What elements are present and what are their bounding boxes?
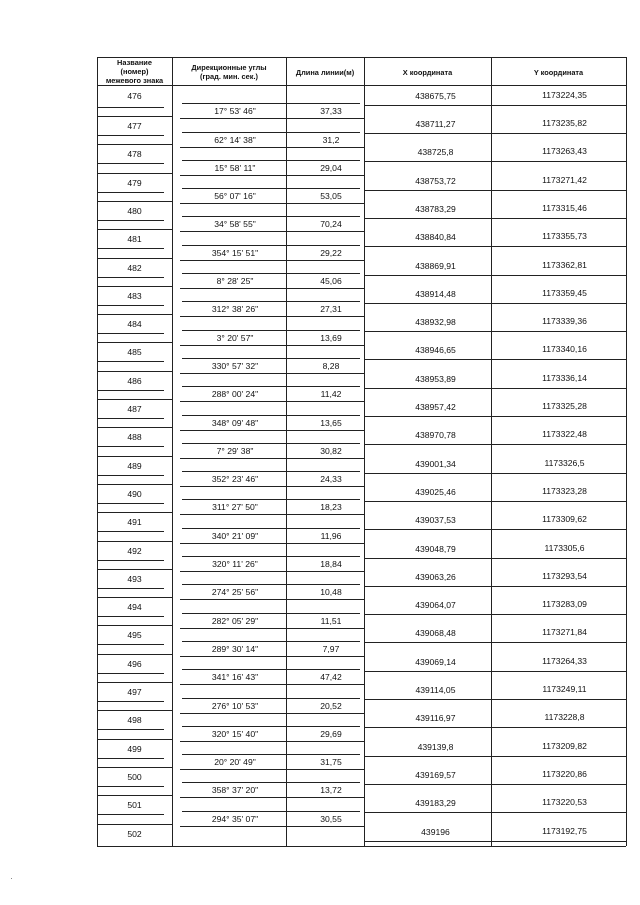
coord-rule [364,190,626,191]
column-rule [626,57,627,846]
coord-rule [364,756,626,757]
point-name: 484 [127,319,142,329]
coord-rule [364,303,626,304]
x-coordinate: 438840,84 [415,232,456,242]
table-top-rule [97,57,626,58]
segment-rule [182,273,360,274]
name-rule [97,371,172,372]
coord-rule [364,359,626,360]
table-bottom-rule [97,846,626,847]
bearing: 320° 15' 40" [211,729,259,739]
segment-rule [180,741,364,742]
coord-rule [364,501,626,502]
bearing: 7° 29' 38" [216,446,254,456]
header-length: Длина линии(м) [295,68,355,77]
header-bearing-line1: Дирекционные углы [191,63,267,72]
line-length: 30,55 [320,814,342,824]
name-rule [97,418,164,419]
name-rule [97,286,172,287]
coord-rule [364,416,626,417]
segment-rule [180,231,364,232]
name-rule [97,729,164,730]
segment-rule [180,713,364,714]
name-rule [97,588,164,589]
bearing: 352° 23' 46" [211,474,259,484]
x-coordinate: 438914,48 [415,289,456,299]
segment-rule [180,175,364,176]
name-rule [97,512,172,513]
segment-rule [180,401,364,402]
point-name: 487 [127,404,142,414]
coord-rule [364,671,626,672]
y-coordinate: 1173293,54 [542,571,587,581]
coord-rule [364,727,626,728]
name-rule [97,795,172,796]
name-rule [97,531,164,532]
y-coordinate: 1173305,6 [544,543,585,553]
x-coordinate: 439001,34 [415,459,456,469]
coord-rule [364,161,626,162]
segment-rule [180,486,364,487]
bearing: 311° 27' 50" [212,502,258,512]
bearing: 274° 25' 56" [211,587,259,597]
segment-rule [182,443,360,444]
name-rule [97,201,172,202]
line-length: 13,72 [320,785,342,795]
y-coordinate: 1173192,75 [542,826,587,836]
point-name: 497 [127,687,142,697]
coord-rule [364,784,626,785]
y-coordinate: 1173271,42 [542,175,587,185]
header-x-coordinate: X координата [402,68,453,77]
y-coordinate: 1173326,5 [544,458,585,468]
coord-rule [364,558,626,559]
coord-rule [364,586,626,587]
y-coordinate: 1173340,16 [542,344,587,354]
x-coordinate: 439068,48 [415,628,456,638]
coord-rule [364,246,626,247]
x-coordinate: 439064,07 [415,600,456,610]
line-length: 13,65 [320,418,342,428]
coord-rule [364,642,626,643]
segment-rule [180,571,364,572]
x-coordinate: 438946,65 [415,345,456,355]
name-rule [97,625,172,626]
y-coordinate: 1173362,81 [542,260,587,270]
segment-rule [182,188,360,189]
coord-rule [364,841,626,842]
segment-rule [182,499,360,500]
line-length: 30,82 [320,446,342,456]
x-coordinate: 439037,53 [415,515,456,525]
segment-rule [182,726,360,727]
line-length: 24,33 [320,474,342,484]
name-rule [97,758,164,759]
bearing: 3° 20' 57" [216,333,254,343]
line-length: 27,31 [320,304,342,314]
y-coordinate: 1173249,11 [542,684,587,694]
segment-rule [182,698,360,699]
header-point-name-line1: Название [117,58,152,67]
coord-rule [364,529,626,530]
name-rule [97,399,172,400]
y-coordinate: 1173220,86 [542,769,587,779]
name-rule [97,107,164,108]
segment-rule [180,599,364,600]
segment-rule [180,628,364,629]
name-rule [97,824,172,825]
name-rule [97,361,164,362]
name-rule [97,248,164,249]
bearing: 312° 38' 26" [211,304,259,314]
bearing: 289° 30' 14" [211,644,259,654]
name-rule [97,475,164,476]
name-rule [97,616,164,617]
segment-rule [180,684,364,685]
header-point-name [97,58,172,85]
point-name: 477 [127,121,142,131]
coord-rule [364,614,626,615]
line-length: 11,42 [320,389,342,399]
segment-rule [182,556,360,557]
line-length: 53,05 [320,191,342,201]
name-rule [97,144,172,145]
segment-rule [180,826,364,827]
segment-rule [180,656,364,657]
line-length: 18,84 [320,559,342,569]
segment-rule [180,543,364,544]
y-coordinate: 1173209,82 [542,741,587,751]
name-rule [97,673,164,674]
name-rule [97,163,164,164]
segment-rule [182,103,360,104]
header-point-name-line3: межевого знака [105,76,164,85]
y-coordinate: 1173309,62 [542,514,587,524]
name-rule [97,314,172,315]
x-coordinate: 439183,29 [415,798,456,808]
point-name: 491 [127,517,142,527]
y-coordinate: 1173224,35 [542,90,587,100]
name-rule [97,173,172,174]
point-name: 502 [127,829,142,839]
x-coordinate: 438783,29 [415,204,456,214]
name-rule [97,786,164,787]
name-rule [97,767,172,768]
coord-rule [364,218,626,219]
header-y-coordinate: Y координата [533,68,584,77]
name-rule [97,229,172,230]
name-rule [97,277,164,278]
bearing: 340° 21' 09" [211,531,259,541]
bearing: 15° 58' 11" [214,163,256,173]
point-name: 488 [127,432,142,442]
header-bearing-line2: (град. мин. сек.) [200,72,258,81]
segment-rule [182,528,360,529]
line-length: 7,97 [322,644,340,654]
y-coordinate: 1173220,53 [542,797,587,807]
point-name: 481 [127,234,142,244]
segment-rule [180,118,364,119]
bearing: 282° 05' 29" [211,616,259,626]
name-rule [97,258,172,259]
x-coordinate: 439069,14 [415,657,456,667]
coord-rule [364,105,626,106]
bearing: 294° 35' 07" [211,814,259,824]
name-rule [97,390,164,391]
segment-rule [180,147,364,148]
segment-rule [182,584,360,585]
name-rule [97,503,164,504]
point-name: 479 [127,178,142,188]
x-coordinate: 439048,79 [415,544,456,554]
point-name: 495 [127,630,142,640]
name-rule [97,710,172,711]
y-coordinate: 1173228,8 [544,712,585,722]
line-length: 11,96 [320,531,342,541]
name-rule [97,446,164,447]
point-name: 496 [127,659,142,669]
point-name: 492 [127,546,142,556]
line-length: 37,33 [320,106,342,116]
name-rule [97,192,164,193]
line-length: 8,28 [322,361,340,371]
y-coordinate: 1173339,36 [542,316,587,326]
bearing: 330° 57' 32" [211,361,259,371]
line-length: 45,06 [320,276,342,286]
x-coordinate: 439114,05 [415,685,456,695]
segment-rule [182,641,360,642]
name-rule [97,220,164,221]
line-length: 29,69 [320,729,342,739]
segment-rule [182,330,360,331]
line-length: 10,48 [320,587,342,597]
x-coordinate: 438675,75 [415,91,456,101]
header-rule [97,85,626,86]
bearing: 34° 58' 55" [214,219,256,229]
y-coordinate: 1173355,73 [542,231,587,241]
x-coordinate: 438932,98 [415,317,456,327]
bearing: 8° 28' 25" [216,276,254,286]
x-coordinate: 439139,8 [417,742,454,752]
coord-rule [364,331,626,332]
header-bearing [172,63,286,81]
segment-rule [182,811,360,812]
name-rule [97,135,164,136]
x-coordinate: 438753,72 [415,176,456,186]
y-coordinate: 1173235,82 [542,118,587,128]
segment-rule [182,301,360,302]
line-length: 11,51 [320,616,342,626]
name-rule [97,597,172,598]
header-point-name-line2: (номер) [120,67,149,76]
x-coordinate: 439025,46 [415,487,456,497]
y-coordinate: 1173264,33 [542,656,587,666]
point-name: 482 [127,263,142,273]
x-coordinate: 438957,42 [415,402,456,412]
segment-rule [182,471,360,472]
name-rule [97,305,164,306]
segment-rule [180,373,364,374]
point-name: 480 [127,206,142,216]
coord-rule [364,812,626,813]
point-name: 501 [127,800,142,810]
name-rule [97,569,172,570]
column-rule [172,57,173,846]
segment-rule [182,358,360,359]
bearing: 17° 53' 46" [214,106,256,116]
segment-rule [180,345,364,346]
column-rule [97,57,98,846]
point-name: 494 [127,602,142,612]
x-coordinate: 438970,78 [415,430,456,440]
coord-rule [364,699,626,700]
coord-rule [364,473,626,474]
name-rule [97,333,164,334]
segment-rule [182,245,360,246]
bearing: 358° 37' 20" [211,785,259,795]
y-coordinate: 1173336,14 [542,373,587,383]
y-coordinate: 1173322,48 [542,429,587,439]
point-name: 483 [127,291,142,301]
x-coordinate: 439169,57 [415,770,456,780]
x-coordinate: 438711,27 [415,119,456,129]
segment-rule [182,782,360,783]
line-length: 29,04 [320,163,342,173]
segment-rule [180,769,364,770]
x-coordinate: 438725,8 [417,147,454,157]
point-name: 490 [127,489,142,499]
y-coordinate: 1173315,46 [542,203,587,213]
bearing: 320° 11' 26" [212,559,258,569]
line-length: 47,42 [320,672,342,682]
segment-rule [180,797,364,798]
name-rule [97,342,172,343]
line-length: 20,52 [320,701,342,711]
x-coordinate: 439196 [421,827,450,837]
point-name: 499 [127,744,142,754]
y-coordinate: 1173271,84 [542,627,587,637]
y-coordinate: 1173263,43 [542,146,587,156]
bearing: 354° 15' 51" [211,248,259,258]
name-rule [97,484,172,485]
bearing: 341° 16' 43" [211,672,259,682]
scan-speck [11,878,12,879]
segment-rule [182,754,360,755]
segment-rule [180,288,364,289]
name-rule [97,560,164,561]
bearing: 288° 00' 24" [211,389,259,399]
line-length: 70,24 [320,219,342,229]
coord-rule [364,275,626,276]
segment-rule [182,669,360,670]
name-rule [97,739,172,740]
segment-rule [182,613,360,614]
segment-rule [180,430,364,431]
name-rule [97,682,172,683]
line-length: 31,2 [322,135,340,145]
point-name: 478 [127,149,142,159]
segment-rule [180,514,364,515]
name-rule [97,116,172,117]
coord-rule [364,133,626,134]
name-rule [97,456,172,457]
segment-rule [182,415,360,416]
x-coordinate: 439063,26 [415,572,456,582]
coord-rule [364,388,626,389]
line-length: 29,22 [320,248,342,258]
x-coordinate: 438953,89 [415,374,456,384]
segment-rule [182,160,360,161]
name-rule [97,654,172,655]
name-rule [97,644,164,645]
point-name: 486 [127,376,142,386]
segment-rule [180,458,364,459]
y-coordinate: 1173359,45 [542,288,587,298]
point-name: 493 [127,574,142,584]
coord-rule [364,444,626,445]
segment-rule [182,132,360,133]
point-name: 476 [127,91,142,101]
name-rule [97,427,172,428]
point-name: 498 [127,715,142,725]
line-length: 31,75 [320,757,342,767]
bearing: 348° 09' 48" [211,418,259,428]
segment-rule [182,386,360,387]
point-name: 485 [127,347,142,357]
point-name: 500 [127,772,142,782]
y-coordinate: 1173325,28 [542,401,587,411]
point-name: 489 [127,461,142,471]
segment-rule [180,260,364,261]
y-coordinate: 1173323,28 [542,486,587,496]
line-length: 18,23 [320,502,342,512]
segment-rule [180,203,364,204]
line-length: 13,69 [320,333,342,343]
name-rule [97,814,164,815]
x-coordinate: 439116,97 [415,713,456,723]
name-rule [97,701,164,702]
bearing: 20° 20' 49" [214,757,256,767]
y-coordinate: 1173283,09 [542,599,587,609]
bearing: 56° 07' 16" [214,191,256,201]
name-rule [97,541,172,542]
segment-rule [180,316,364,317]
x-coordinate: 438869,91 [415,261,456,271]
segment-rule [182,216,360,217]
bearing: 276° 10' 53" [211,701,259,711]
bearing: 62° 14' 38" [214,135,256,145]
